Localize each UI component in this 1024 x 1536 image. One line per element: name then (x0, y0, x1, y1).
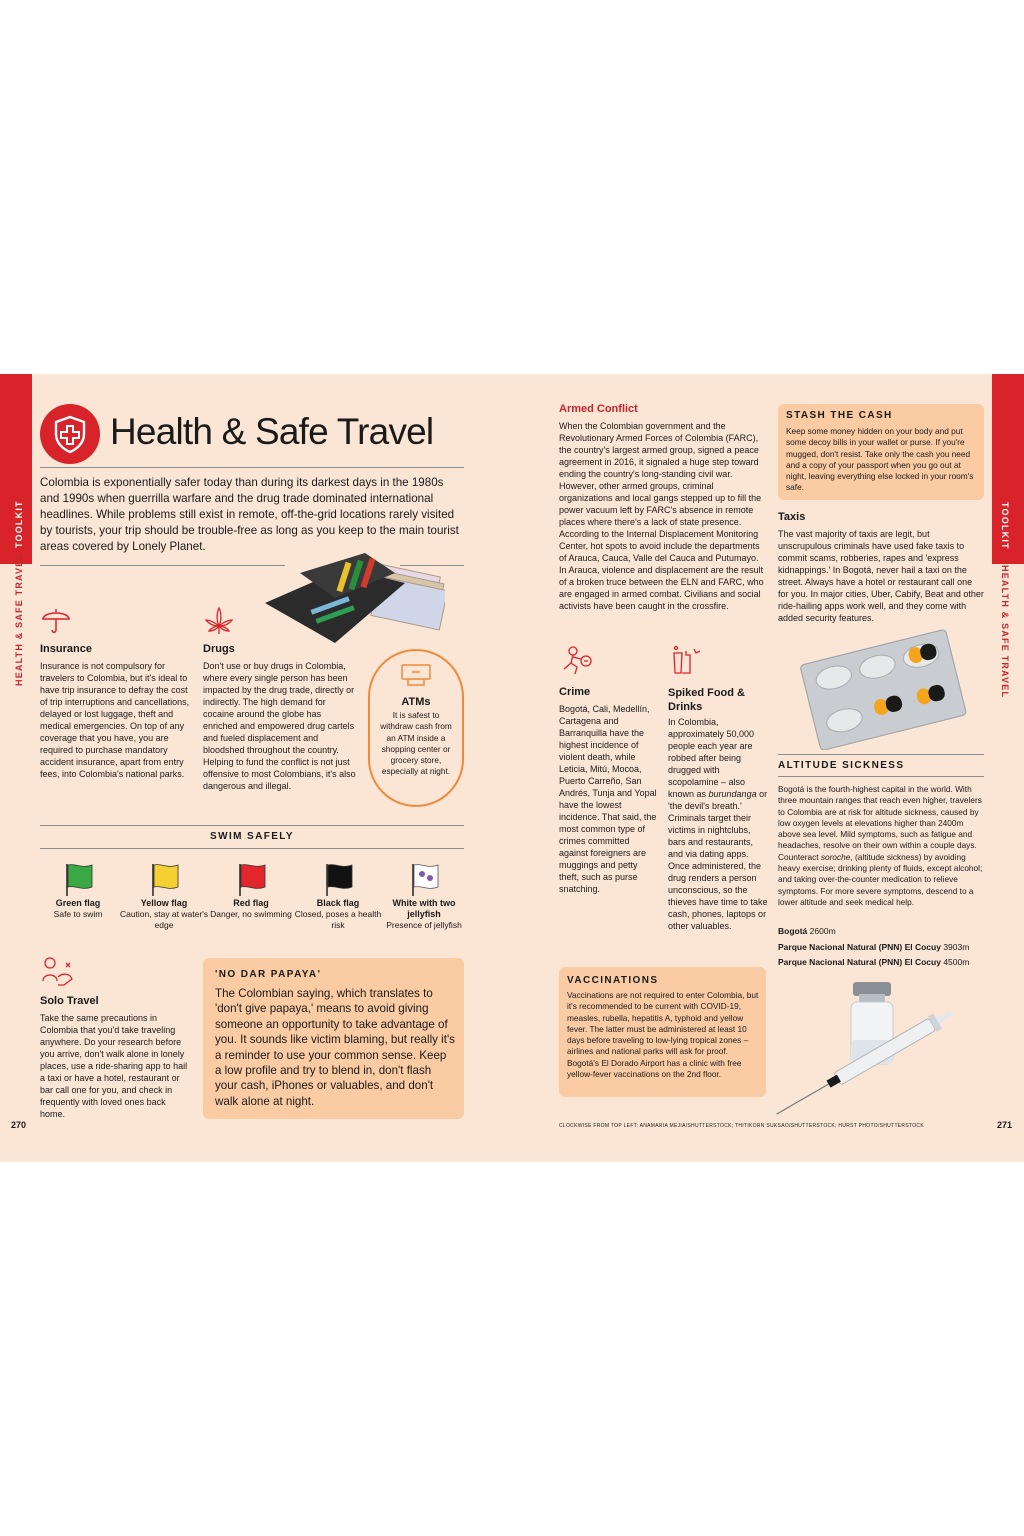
left-section-label: HEALTH & SAFE TRAVEL (14, 552, 24, 686)
thief-running-icon (559, 645, 593, 680)
solo-text: Take the same precautions in Colombia that you'd take traveling anywhere. Do your research before you arrive, don't walk alone in lonely places, use a ride-sharing app to hail a taxi or have a hotel, restaurant or bar call one for you, and check in frequently with loved ones back home. (40, 1013, 188, 1119)
armed-conflict-heading: Armed Conflict (559, 403, 638, 415)
place-name: Parque Nacional Natural (PNN) El Cocuy (778, 941, 941, 952)
papaya-text: The Colombian saying, which translates to 'don't give papaya,' means to avoid giving someone an opportunity to take advantage of you. It sounds like victim blaming, but really it's a reminder to use your common sense. Keep a low profile and try to blend in, don't flash your cash, iPhones or valuables, and don't walk alone at night. (215, 987, 455, 1108)
insurance-heading: Insurance (40, 643, 92, 655)
title-divider (40, 467, 464, 468)
flag-description: Danger, no swimming (210, 909, 292, 919)
flag-description: Presence of jellyfish (386, 920, 462, 930)
swim-top-divider (40, 825, 464, 826)
place-elevation: 4500m (943, 957, 970, 967)
spiked-text-a: In Colombia, approximately 50,000 people each year are robbed after being drugged with scopolamine – also known as (668, 717, 755, 799)
solo-traveler-icon (40, 955, 76, 994)
no-dar-papaya-box (203, 958, 464, 1119)
altitude-text-a: Bogotá is the fourth-highest capital in the world. With three mountain ranges that reach even higher, travelers to Colombia are at risk for altitude sickness, caused by low oxygen levels at elevations higher than 2400m above sea level. Mild symptoms, such as fatigue and headaches, resolve on their own within a couple days. Counteract (778, 784, 982, 862)
altitude-top-divider (778, 754, 984, 755)
beach-flag-icon (33, 860, 123, 898)
elevation-list (778, 924, 986, 971)
beach-flag-icon (293, 860, 383, 898)
flag-item (206, 860, 296, 920)
atm-card-icon (370, 661, 462, 692)
place-name: Parque Nacional Natural (PNN) El Cocuy (778, 957, 941, 967)
flag-description: Safe to swim (53, 909, 103, 919)
page-title: Health & Safe Travel (110, 411, 434, 452)
right-tab-label: TOOLKIT (1000, 502, 1010, 550)
stash-the-cash-box (778, 404, 984, 500)
papaya-heading: 'NO DAR PAPAYA' (215, 969, 322, 980)
drugs-heading: Drugs (203, 643, 235, 655)
flag-name: Black flag (316, 898, 360, 908)
vaccinations-text: Vaccinations are not required to enter Colombia, but it's recommended to be current with COVID-19, measles, rubella, hepatitis A, typhoid and yellow fever. The latter must be administered at least 10 days before traveling to low-lying tropical zones – airlines and national parks will ask for proof. Bogotá's El Dorado Airport has a clinic with free yellow-fever vaccinations on the 2nd floor. (567, 990, 759, 1080)
spiked-drink-icon (668, 645, 702, 682)
swim-heading: SWIM SAFELY (210, 831, 294, 842)
atms-text: It is safest to withdraw cash from an ATM inside a shopping center or grocery store, especially at night. (380, 710, 452, 777)
left-tab-label: TOOLKIT (14, 500, 24, 548)
flag-name: Yellow flag (140, 898, 188, 908)
taxis-text: The vast majority of taxis are legit, but unscrupulous criminals have used fake taxis to commit scams, robberies, rapes and 'express kidnappings.' In Bogotá, never hail a taxi on the street. Always have a hotel or restaurant call one for you. In major cities, Uber, Cabify, Beat and other ride-hailing apps work well, and they come with added security features. (778, 529, 984, 623)
spiked-heading: Spiked Food & Drinks (668, 687, 745, 713)
wallet-with-cash-image (245, 548, 445, 648)
swim-bottom-divider (40, 848, 464, 849)
elevation-row (778, 940, 986, 956)
flag-name: Red flag (233, 898, 269, 908)
flag-description: Closed, poses a health risk (294, 909, 382, 930)
spiked-text-em: burundanga (708, 789, 757, 799)
altitude-text-b: , (altitude sickness) by avoiding heavy exercise; drinking plenty of fluids, except alcohol; and taking over-the-counter medication to relieve symptoms. For more severe symptoms, descend to a lower altitude and seek medical help. (778, 851, 983, 907)
flag-item (33, 860, 123, 920)
taxis-heading: Taxis (778, 511, 806, 523)
page-number-left: 270 (11, 1120, 27, 1130)
place-name: Bogotá (778, 926, 808, 936)
insurance-text: Insurance is not compulsory for travelers to Colombia, but it's ideal to have trip insurance to defray the cost of trip interruptions and cancellations, delayed or lost luggage, theft and medical emergencies. On top of any coverage that you have, you are required to purchase mandatory accident insurance, apart from entry fees, into Colombia's national parks. (40, 661, 190, 779)
intro-paragraph: Colombia is exponentially safer today than during its darkest days in the 1980s and 1990s when guerrilla warfare and the drug trade dominated international headlines. While problems still exist in remote, off-the-grid locations rarely visited by tourists, your trip should be trouble-free as long as you keep to the main tourist areas covered by Lonely Planet. (40, 476, 459, 553)
drugs-text: Don't use or buy drugs in Colombia, where every single person has been impacted by the drug trade, directly or indirectly. The high demand for cocaine around the globe has enriched and empowered drug cartels and fueled displacement and bloodshed throughout the country. Helping to fund the conflict is not just offensive to most Colombians, it's also dangerous and illegal. (203, 661, 356, 791)
right-section-label: HEALTH & SAFE TRAVEL (1000, 565, 1010, 699)
vaccinations-box (559, 967, 766, 1097)
umbrella-icon (40, 604, 72, 641)
cannabis-leaf-icon (203, 604, 235, 641)
flag-item (379, 860, 469, 931)
medical-shield-icon (40, 404, 100, 464)
flag-description: Caution, stay at water's edge (119, 909, 209, 930)
page-number-right: 271 (997, 1120, 1013, 1130)
stash-text: Keep some money hidden on your body and put some decoy bills in your wallet or purse. If you're mugged, don't resist. Take only the cash you need and a copy of your passport when you go out at night, leaving everything else locked in your room's safe. (786, 426, 974, 493)
altitude-bottom-divider (778, 776, 984, 777)
stash-heading: STASH THE CASH (786, 410, 893, 421)
vaccine-vial-and-syringe-image (755, 980, 970, 1120)
beach-flag-icon (379, 860, 469, 898)
flag-name: White with two jellyfish (392, 898, 456, 919)
flag-item (119, 860, 209, 931)
atms-callout (368, 649, 464, 807)
beach-flag-icon (206, 860, 296, 898)
crime-text: Bogotá, Cali, Medellín, Cartagena and Barranquilla have the highest incidence of violent death, while Leticia, Mitú, Mocoa, Puerto Carreño, San Andrés, Tunja and Yopal have the lowest incidence. That said, the most common type of crimes committed against foreigners are muggings and petty theft, such as purse snatching. (559, 704, 657, 894)
photo-credits: CLOCKWISE FROM TOP LEFT: ANAMARIA MEJIA/SHUTTERSTOCK; THITIKORN SUKSAO/SHUTTERSTOCK; HURST PHOTO/SHUTTERSTOCK (559, 1123, 924, 1129)
spiked-text-b: or 'the devil's breath.' Criminals target their victims in nightclubs, bars and restaurants, and via dating apps. Once administered, the drug renders a person unconscious, so the thieves have time to take cash, phones, laptops or other valuables. (668, 789, 768, 931)
solo-heading: Solo Travel (40, 995, 99, 1007)
altitude-text (778, 784, 986, 908)
crime-heading: Crime (559, 686, 591, 698)
elevation-row (778, 924, 986, 940)
altitude-text-em: soroche (820, 851, 851, 862)
armed-conflict-text: When the Colombian government and the Revolutionary Armed Forces of Colombia (FARC), the country's largest armed group, signed a peace agreement in 2016, it signaled a huge step toward ending the country's long-standing civil war. However, other armed groups, criminal organizations and local gangs stepped up to fill the power vacuum left by FARC's absence in remote places where there's a lack of state presence. According to the Internal Displacement Monitoring Center, hot spots to avoid include the departments of Arauca, Cauca, Valle del Cauca and Putumayo. In Arauca, violence and displacement are the result of a broken truce between the ELN and FARC, who are engaged in armed combat. Civilians and social activists have been caught in the crossfire. (559, 421, 764, 611)
atms-heading: ATMs (401, 696, 431, 708)
elevation-row (778, 955, 986, 971)
spiked-text (668, 716, 768, 932)
pill-blister-pack-image (798, 628, 968, 750)
place-elevation: 3903m (943, 941, 970, 952)
flag-name: Green flag (55, 898, 101, 908)
place-elevation: 2600m (809, 926, 836, 936)
flag-item (293, 860, 383, 931)
beach-flag-icon (119, 860, 209, 898)
altitude-heading: ALTITUDE SICKNESS (778, 760, 905, 771)
vaccinations-heading: VACCINATIONS (567, 975, 659, 986)
